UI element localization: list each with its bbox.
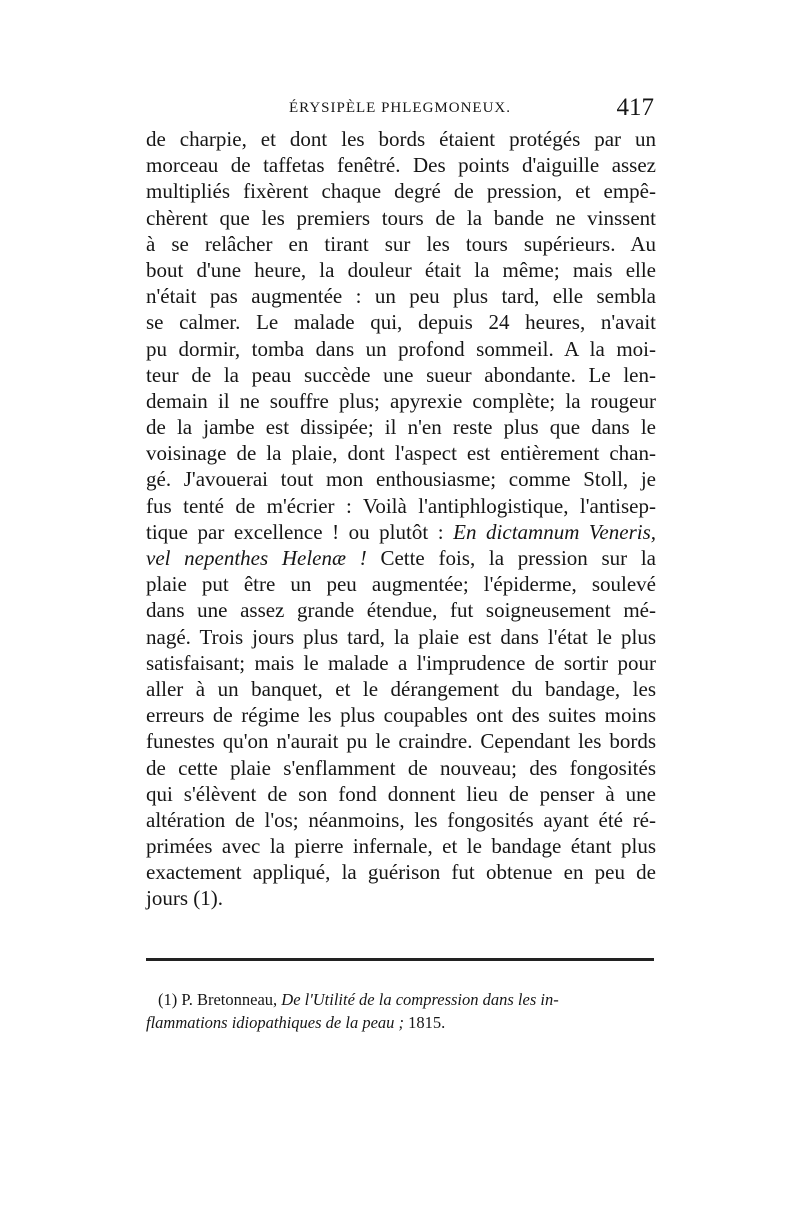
footnote-line — [146, 988, 654, 1011]
running-head — [146, 94, 654, 122]
text-line: multipliés fixèrent chaque degré de pression, et empê- — [146, 179, 656, 204]
text-line: de charpie, et dont les bords étaient protégés par un — [146, 127, 656, 151]
text-line: altération de l'os; néanmoins, les fongosités ayant été ré- — [146, 807, 656, 832]
text-segment: Cette fois, la pression sur la — [380, 546, 657, 570]
text-line: aller à un banquet, et le dérangement du bandage, les — [146, 676, 656, 701]
text-line: gé. J'avouerai tout mon enthousiasme; comme Stoll, je — [146, 467, 656, 492]
text-line: nagé. Trois jours plus tard, la plaie est dans l'état le plus — [146, 624, 656, 649]
footnote-year: 1815. — [408, 1013, 446, 1032]
text-line: chèrent que les premiers tours de la bande ne vinssent — [146, 205, 656, 230]
footnote-ref: (1) P. Bretonneau, — [158, 990, 278, 1009]
footnote — [146, 988, 654, 1034]
running-title: ÉRYSIPÈLE PHLEGMONEUX. — [288, 100, 511, 116]
text-line: funestes qu'on n'aurait pu le craindre. Cependant les bords — [146, 729, 656, 754]
text-line: morceau de taffetas fenêtré. Des points d'aiguille assez — [146, 153, 656, 178]
text-line: n'était pas augmentée : un peu plus tard, elle sembla — [146, 284, 656, 309]
text-line: erreurs de régime les plus coupables ont des suites moins — [146, 703, 656, 728]
text-line: de cette plaie s'enflamment de nouveau; des fongosités — [146, 755, 656, 780]
text-line: à se relâcher en tirant sur les tours supérieurs. Au — [146, 231, 656, 256]
italic-quote: vel nepenthes Helenæ ! — [146, 546, 367, 570]
footnote-rule — [146, 958, 654, 961]
italic-quote: En dictamnum Veneris, — [453, 519, 656, 544]
text-line: bout d'une heure, la douleur était la même; mais elle — [146, 257, 656, 282]
text-line: exactement appliqué, la guérison fut obtenue en peu de — [146, 860, 656, 885]
text-line: se calmer. Le malade qui, depuis 24 heures, n'avait — [146, 310, 656, 335]
text-line: demain il ne souffre plus; apyrexie complète; la rougeur — [146, 388, 656, 413]
text-line: dans une assez grande étendue, fut soigneusement mé- — [146, 598, 656, 623]
footnote-title: De l'Utilité de la compression dans les in- — [281, 990, 559, 1009]
text-line: qui s'élèvent de son fond donnent lieu de penser à une — [146, 781, 656, 806]
body-text — [146, 126, 656, 912]
footnote-line — [146, 1011, 654, 1034]
text-line: de la jambe est dissipée; il n'en reste plus que dans le — [146, 415, 656, 440]
text-line: fus tenté de m'écrier : Voilà l'antiphlogistique, l'antisep- — [146, 493, 656, 518]
text-line: jours (1). — [146, 886, 223, 911]
page-number: 417 — [616, 94, 654, 121]
text-line-mixed — [146, 545, 656, 571]
text-line: pu dormir, tomba dans un profond sommeil. A la moi- — [146, 336, 656, 361]
footnote-title: flammations idiopathiques de la peau ; — [146, 1013, 405, 1032]
text-segment: tique par excellence ! ou plutôt : — [146, 519, 444, 544]
text-line: satisfaisant; mais le malade a l'imprudence de sortir pour — [146, 650, 656, 675]
text-line: plaie put être un peu augmentée; l'épiderme, soulevé — [146, 572, 656, 597]
text-line: voisinage de la plaie, dont l'aspect est entièrement chan- — [146, 441, 656, 466]
text-line: primées avec la pierre infernale, et le bandage étant plus — [146, 834, 656, 859]
text-line: teur de la peau succède une sueur abondante. Le len- — [146, 362, 656, 387]
text-line-mixed — [146, 519, 656, 545]
